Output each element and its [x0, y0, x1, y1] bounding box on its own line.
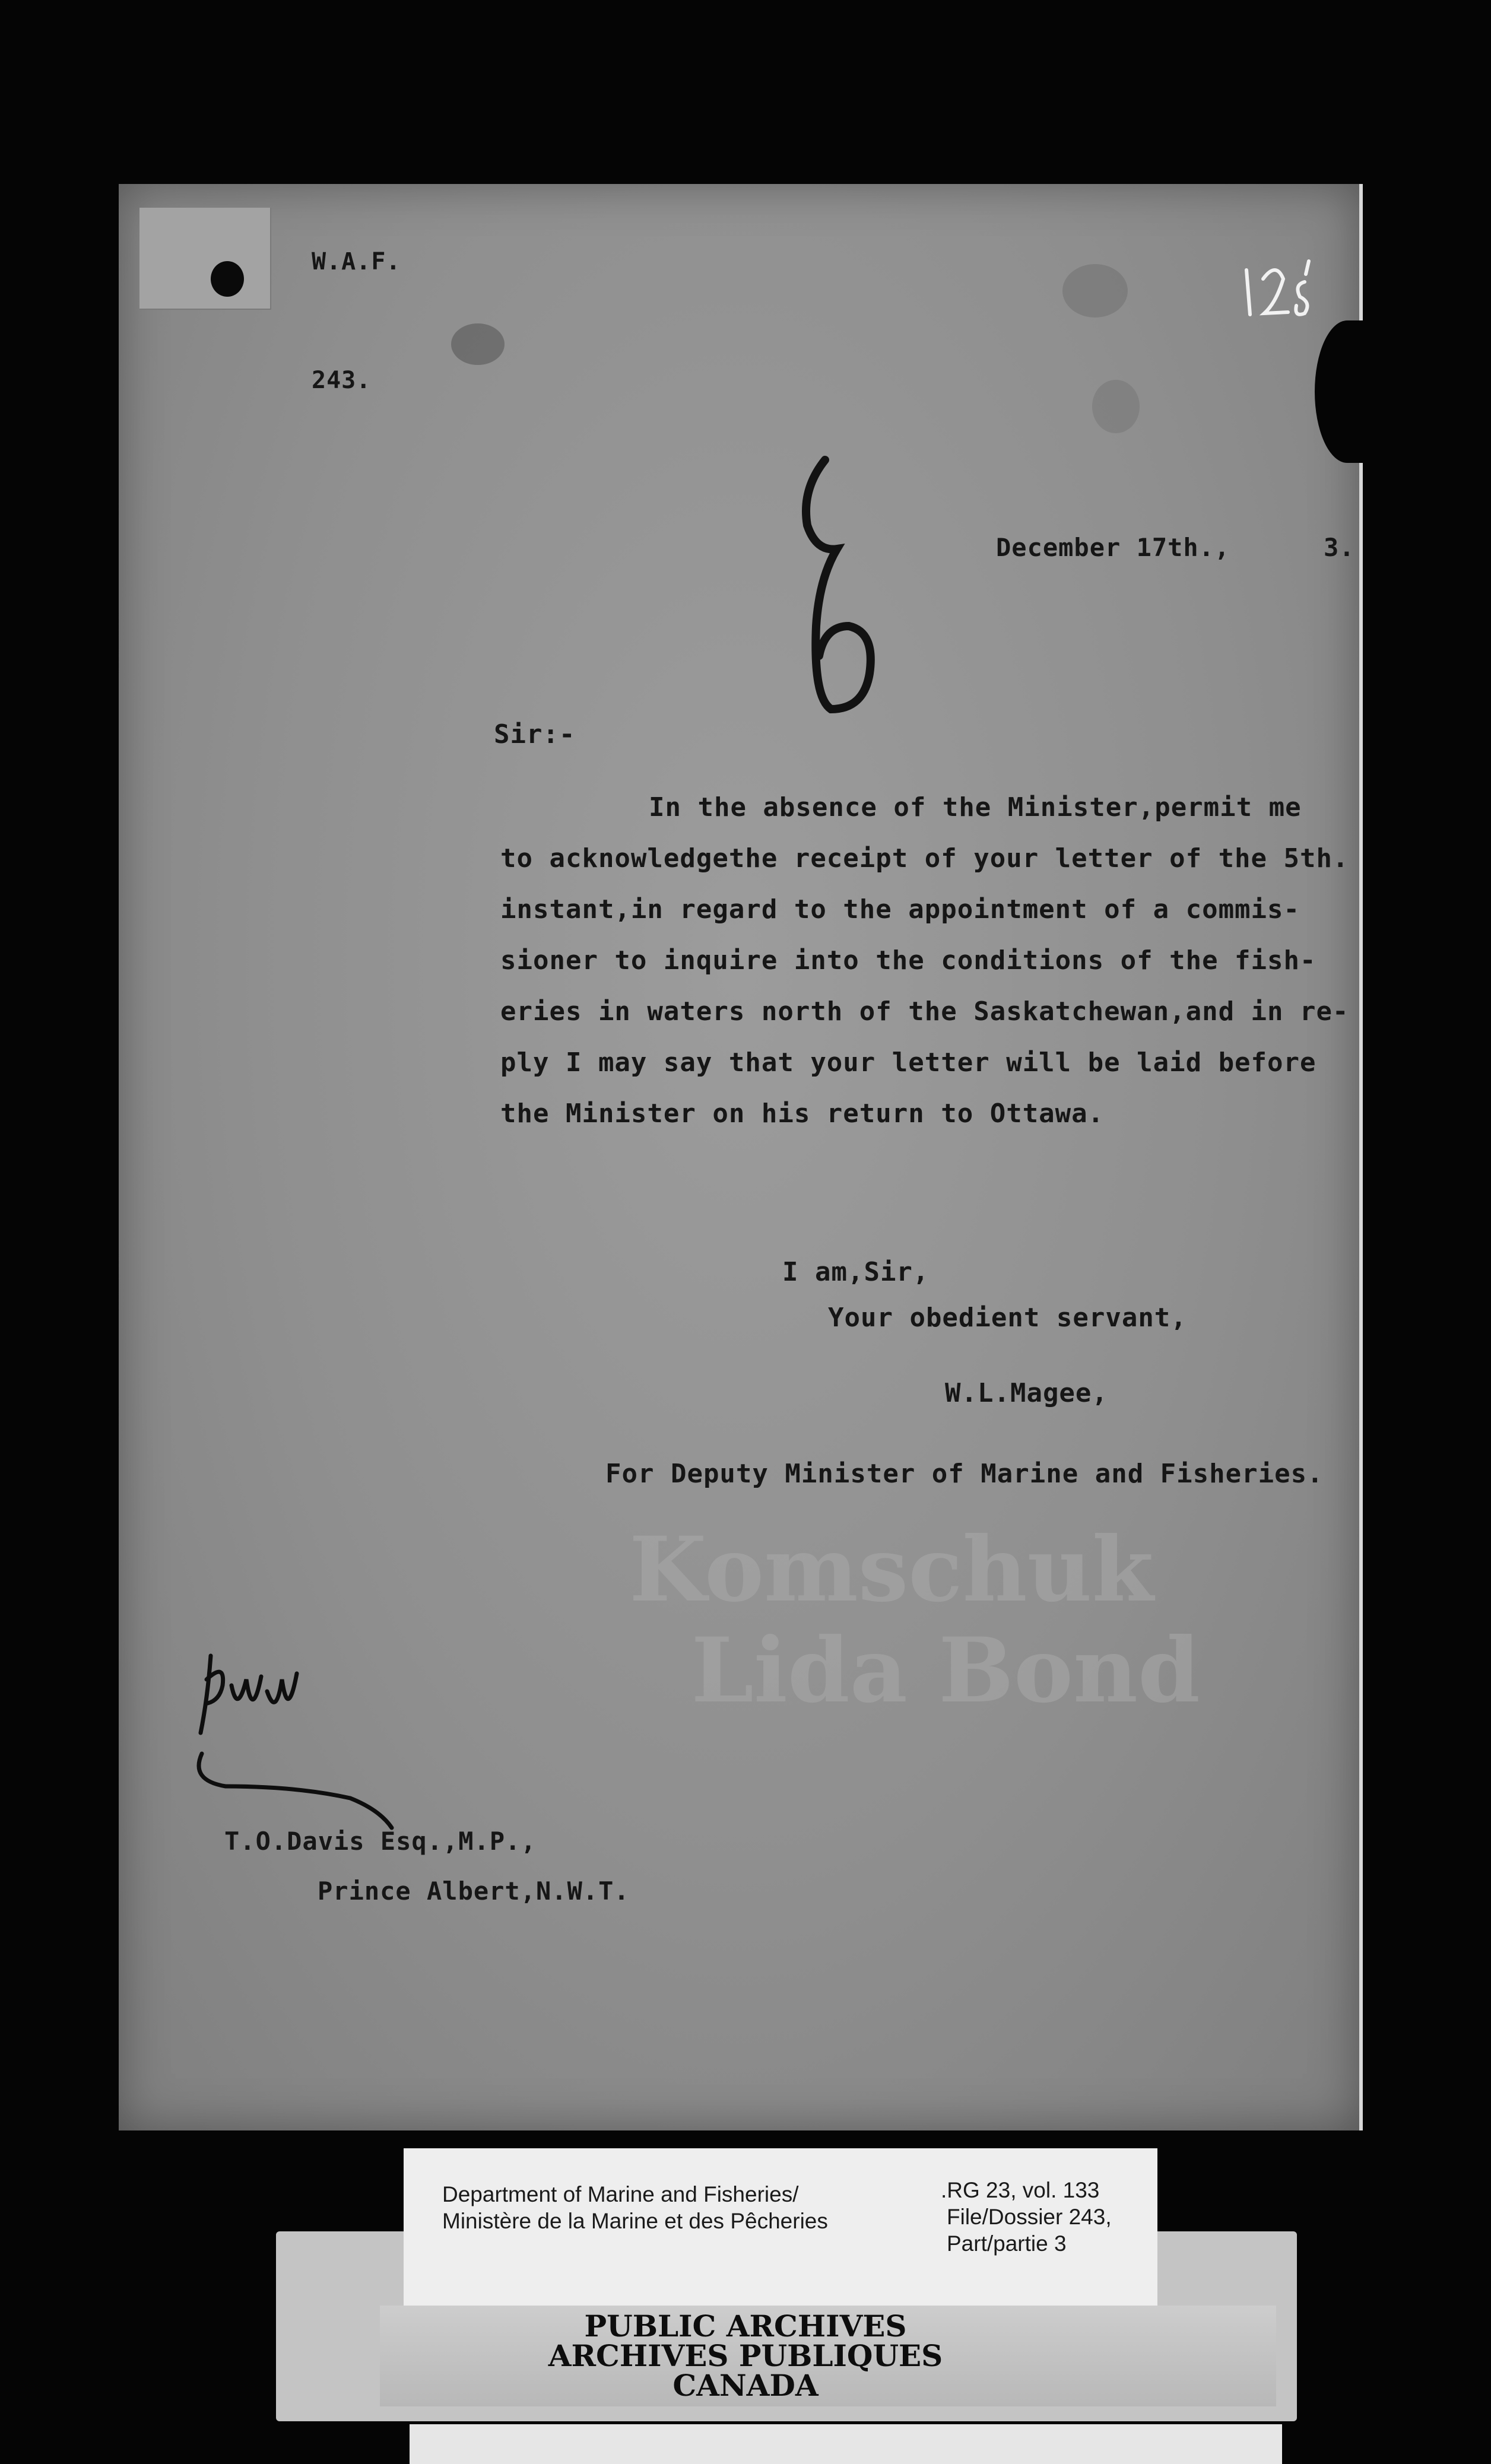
punch-hole — [211, 261, 244, 297]
body-line: instant,in regard to the appointment of a commis- — [500, 894, 1300, 925]
stamp-line: CANADA — [672, 2368, 819, 2403]
torn-edge — [1315, 320, 1380, 463]
department-english: Department of Marine and Fisheries/ — [442, 2182, 799, 2206]
body-line: ply I may say that your letter will be laid before — [500, 1047, 1316, 1078]
letter-date: December 17th., 3. — [996, 533, 1355, 562]
body-line: to acknowledgethe receipt of your letter of the 5th. — [500, 843, 1349, 874]
record-group: .RG 23, vol. 133 — [941, 2178, 1100, 2202]
body-line: In the absence of the Minister,permit me — [649, 792, 1302, 823]
bottom-strip — [410, 2424, 1282, 2464]
initials-header: W.A.F. — [312, 248, 401, 275]
addressee: T.O.Davis Esq.,M.P., — [224, 1827, 537, 1856]
corner-tag — [139, 208, 271, 310]
signature-name: W.L.Magee, — [945, 1378, 1108, 1408]
part-reference: Part/partie 3 — [947, 2231, 1067, 2256]
closing-line: I am,Sir, — [782, 1257, 930, 1287]
handwritten-initials — [190, 1644, 404, 1834]
department-french: Ministère de la Marine et des Pêcheries — [442, 2209, 828, 2233]
stamp-line: PUBLIC ARCHIVES — [584, 2309, 907, 2344]
stamp-line: ARCHIVES PUBLIQUES — [548, 2338, 943, 2373]
paper-stain — [1062, 264, 1128, 317]
signature-title: For Deputy Minister of Marine and Fisheries. — [605, 1459, 1324, 1489]
archive-reference-label — [404, 2148, 1157, 2309]
body-line: sioner to inquire into the conditions of the fish- — [500, 945, 1316, 976]
closing-line: Your obedient servant, — [828, 1303, 1187, 1333]
address: Prince Albert,N.W.T. — [318, 1876, 630, 1906]
bleed-through-watermark: Komschuk Lida Bond — [629, 1517, 1200, 1723]
body-line: eries in waters north of the Saskatchewan,and in re- — [500, 996, 1349, 1027]
file-reference: File/Dossier 243, — [947, 2205, 1112, 2229]
paper-stain — [1092, 380, 1140, 433]
archive-stamp — [0, 2311, 1491, 2401]
handwritten-page-number — [1235, 237, 1324, 326]
paper-stain — [451, 323, 505, 365]
salutation: Sir:- — [494, 719, 576, 750]
file-number: 243. — [312, 367, 372, 394]
body-line: the Minister on his return to Ottawa. — [500, 1098, 1105, 1129]
handwritten-mark — [783, 454, 890, 727]
